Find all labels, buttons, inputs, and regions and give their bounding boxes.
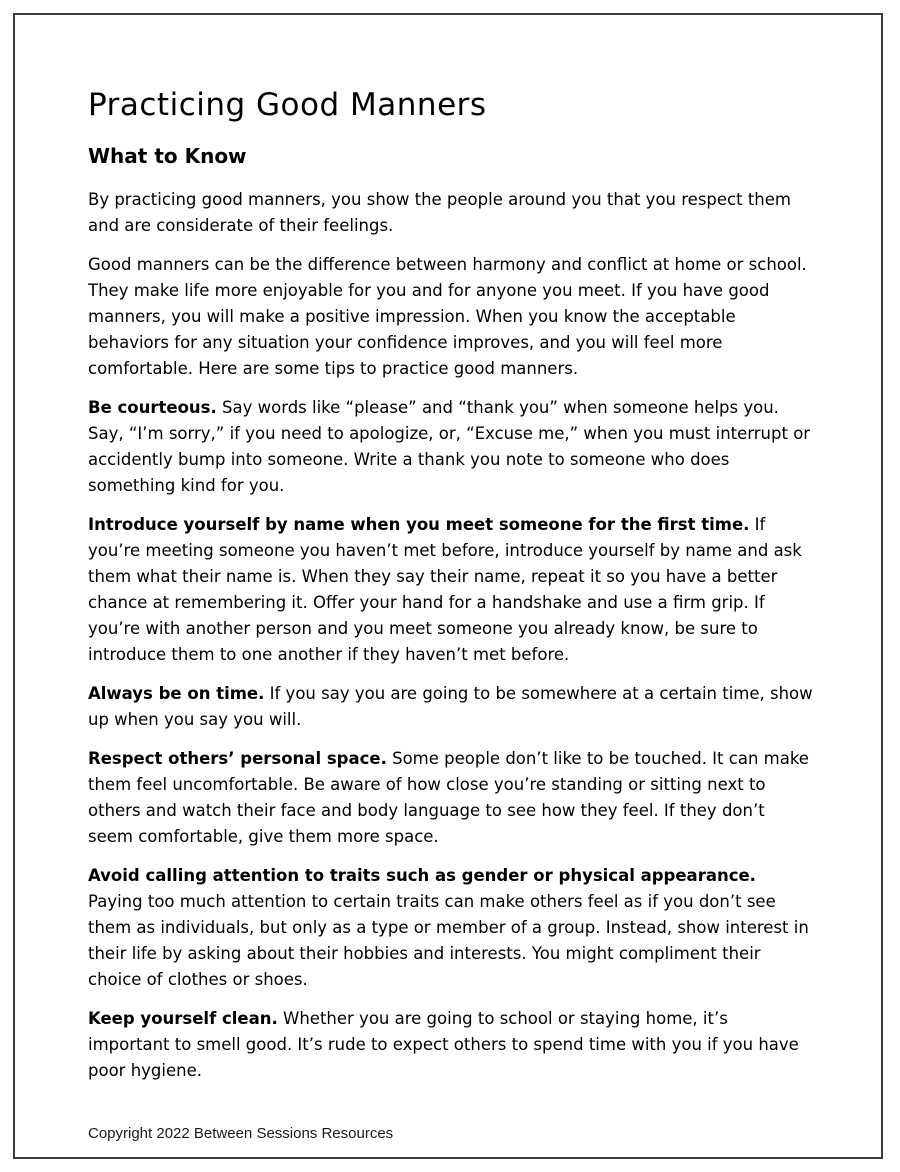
tip-text: Whether you are going to school or staying home, it’s important to smell good. It’s rude to expect others to spend time with you if you have poor hygiene. — [88, 1008, 799, 1080]
tip-paragraph — [88, 681, 814, 733]
tip-paragraph — [88, 512, 814, 668]
intro-paragraph: By practicing good manners, you show the people around you that you respect them and are considerate of their feelings. — [88, 189, 791, 235]
tip-paragraph — [88, 1006, 814, 1084]
tip-lead: Introduce yourself by name when you meet someone for the first time. — [88, 514, 750, 534]
tip-paragraph — [88, 395, 814, 499]
tip-lead: Avoid calling attention to traits such as gender or physical appearance. — [88, 865, 756, 885]
tip-text: If you’re meeting someone you haven’t met before, introduce yourself by name and ask them what their name is. When they say their name, repeat it so you have a better chance at remembering it. Offer your hand for a handshake and use a firm grip. If you’re with another person and you meet someone you already know, be sure to introduce them to one another if they haven’t met before. — [88, 514, 802, 664]
tip-lead: Respect others’ personal space. — [88, 748, 387, 768]
document-content — [88, 0, 814, 1097]
tip-text: Paying too much attention to certain traits can make others feel as if you don’t see them as individuals, but only as a type or member of a group. Instead, show interest in their life by asking about their hobbies and interests. You might compliment their choice of clothes or shoes. — [88, 891, 809, 989]
tip-lead: Be courteous. — [88, 397, 217, 417]
section-heading: What to Know — [88, 143, 247, 168]
tip-lead: Always be on time. — [88, 683, 265, 703]
tip-paragraph — [88, 746, 814, 850]
page-title: Practicing Good Manners — [88, 87, 487, 123]
intro-paragraph: Good manners can be the difference between harmony and conflict at home or school. They make life more enjoyable for you and for anyone you meet. If you have good manners, you will make a positive impression. When you know the acceptable behaviors for any situation your confidence improves, and you will feel more comfortable. Here are some tips to practice good manners. — [88, 254, 807, 378]
tip-paragraph — [88, 863, 814, 993]
tip-text: Some people don’t like to be touched. It can make them feel uncomfortable. Be aware of how close you’re standing or sitting next to others and watch their face and body language to see how they feel. If they don’t seem comfortable, give them more space. — [88, 748, 809, 846]
tip-text: If you say you are going to be somewhere at a certain time, show up when you say you will. — [88, 683, 813, 729]
copyright-footer: Copyright 2022 Between Sessions Resources — [88, 1125, 394, 1142]
tip-text: Say words like “please” and “thank you” when someone helps you. Say, “I’m sorry,” if you need to apologize, or, “Excuse me,” when you must interrupt or accidently bump into someone. Write a thank you note to someone who does something kind for you. — [88, 397, 811, 495]
tip-lead: Keep yourself clean. — [88, 1008, 278, 1028]
